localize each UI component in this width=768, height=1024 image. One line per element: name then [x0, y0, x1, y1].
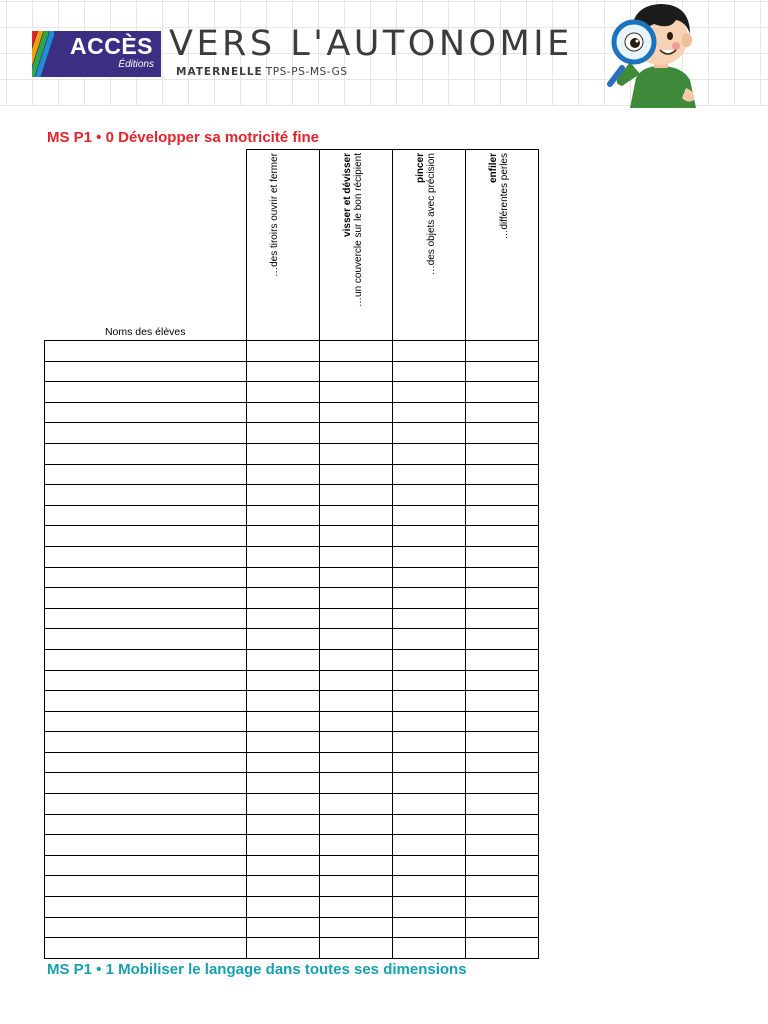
competency-1-detail: …des tiroirs ouvrir et fermer	[269, 153, 280, 277]
collection-title: VERS L'AUTONOMIE	[169, 24, 573, 64]
competency-check-cell[interactable]	[247, 505, 320, 526]
competency-check-cell[interactable]	[247, 855, 320, 876]
competency-check-cell[interactable]	[320, 546, 393, 567]
student-row	[45, 443, 539, 464]
competency-check-cell[interactable]	[320, 711, 393, 732]
competency-header-2	[320, 150, 393, 341]
student-name-cell[interactable]	[45, 794, 247, 815]
competency-check-cell[interactable]	[320, 938, 393, 959]
competency-3-label: pincer	[415, 153, 426, 184]
competency-check-cell[interactable]	[393, 608, 466, 629]
competency-check-cell[interactable]	[466, 402, 539, 423]
competency-check-cell[interactable]	[393, 814, 466, 835]
competency-check-cell[interactable]	[320, 670, 393, 691]
competency-check-cell[interactable]	[466, 588, 539, 609]
student-name-cell[interactable]	[45, 608, 247, 629]
student-row	[45, 505, 539, 526]
competency-check-cell[interactable]	[466, 361, 539, 382]
competency-check-cell[interactable]	[466, 773, 539, 794]
competency-check-cell[interactable]	[247, 629, 320, 650]
student-row	[45, 876, 539, 897]
competency-check-cell[interactable]	[247, 443, 320, 464]
student-name-cell[interactable]	[45, 814, 247, 835]
competency-check-cell[interactable]	[466, 835, 539, 856]
competency-check-cell[interactable]	[247, 361, 320, 382]
competency-check-cell[interactable]	[466, 443, 539, 464]
competency-check-cell[interactable]	[466, 341, 539, 362]
student-row	[45, 361, 539, 382]
competency-check-cell[interactable]	[320, 402, 393, 423]
competency-check-cell[interactable]	[393, 897, 466, 918]
competency-check-cell[interactable]	[393, 588, 466, 609]
competency-header-3	[393, 150, 466, 341]
competency-check-cell[interactable]	[393, 917, 466, 938]
competency-check-cell[interactable]	[320, 917, 393, 938]
student-name-cell[interactable]	[45, 752, 247, 773]
publisher-logo	[32, 31, 161, 77]
student-name-cell[interactable]	[45, 773, 247, 794]
section-title-langage: MS P1 • 1 Mobiliser le langage dans toutes ses dimensions	[47, 961, 467, 978]
competency-check-cell[interactable]	[247, 608, 320, 629]
competency-check-cell[interactable]	[320, 835, 393, 856]
competency-check-cell[interactable]	[466, 608, 539, 629]
competency-check-cell[interactable]	[393, 691, 466, 712]
competency-check-cell[interactable]	[393, 835, 466, 856]
student-row	[45, 423, 539, 444]
competency-check-cell[interactable]	[466, 382, 539, 403]
logo-stripes	[32, 31, 54, 77]
competency-check-cell[interactable]	[247, 588, 320, 609]
competency-check-cell[interactable]	[320, 567, 393, 588]
competency-check-cell[interactable]	[466, 794, 539, 815]
competency-check-cell[interactable]	[393, 485, 466, 506]
competency-check-cell[interactable]	[247, 382, 320, 403]
student-name-cell[interactable]	[45, 855, 247, 876]
competency-4-detail: …différentes perles	[499, 153, 510, 240]
subtitle-levels: TPS-PS-MS-GS	[265, 66, 348, 78]
student-row	[45, 814, 539, 835]
competency-check-cell[interactable]	[393, 773, 466, 794]
student-name-cell[interactable]	[45, 588, 247, 609]
student-row	[45, 341, 539, 362]
competency-check-cell[interactable]	[393, 876, 466, 897]
competency-check-cell[interactable]	[320, 732, 393, 753]
competency-check-cell[interactable]	[247, 752, 320, 773]
competency-check-cell[interactable]	[320, 423, 393, 444]
competency-check-cell[interactable]	[247, 649, 320, 670]
competency-check-cell[interactable]	[320, 608, 393, 629]
student-row	[45, 897, 539, 918]
competency-check-cell[interactable]	[466, 752, 539, 773]
competency-check-cell[interactable]	[393, 361, 466, 382]
competency-check-cell[interactable]	[247, 464, 320, 485]
competency-check-cell[interactable]	[320, 691, 393, 712]
competency-check-cell[interactable]	[320, 464, 393, 485]
competency-check-cell[interactable]	[320, 485, 393, 506]
competency-check-cell[interactable]	[320, 505, 393, 526]
student-name-cell[interactable]	[45, 835, 247, 856]
student-row	[45, 608, 539, 629]
competency-check-cell[interactable]	[320, 752, 393, 773]
grid-header-row	[45, 150, 539, 341]
student-name-cell[interactable]	[45, 361, 247, 382]
logo-sub-text: Éditions	[118, 59, 154, 70]
competency-check-cell[interactable]	[247, 567, 320, 588]
student-row	[45, 835, 539, 856]
student-row	[45, 855, 539, 876]
competency-2-detail: …un couvercle sur le bon récipient	[353, 153, 364, 307]
competency-check-cell[interactable]	[247, 546, 320, 567]
student-row	[45, 711, 539, 732]
competency-check-cell[interactable]	[393, 464, 466, 485]
student-name-cell[interactable]	[45, 485, 247, 506]
student-name-cell[interactable]	[45, 649, 247, 670]
student-name-cell[interactable]	[45, 691, 247, 712]
student-name-cell[interactable]	[45, 670, 247, 691]
student-row	[45, 526, 539, 547]
competency-check-cell[interactable]	[466, 649, 539, 670]
competency-check-cell[interactable]	[466, 629, 539, 650]
competency-check-cell[interactable]	[247, 485, 320, 506]
competency-check-cell[interactable]	[466, 711, 539, 732]
competency-check-cell[interactable]	[320, 876, 393, 897]
competency-check-cell[interactable]	[393, 938, 466, 959]
competency-check-cell[interactable]	[247, 897, 320, 918]
student-row	[45, 588, 539, 609]
competency-check-cell[interactable]	[247, 423, 320, 444]
competency-check-cell[interactable]	[393, 402, 466, 423]
student-name-cell[interactable]	[45, 897, 247, 918]
student-row	[45, 649, 539, 670]
student-row	[45, 794, 539, 815]
competency-check-cell[interactable]	[393, 567, 466, 588]
competency-check-cell[interactable]	[247, 814, 320, 835]
competency-check-cell[interactable]	[247, 732, 320, 753]
student-name-cell[interactable]	[45, 505, 247, 526]
competency-check-cell[interactable]	[320, 814, 393, 835]
competency-3-detail: …des objets avec précision	[426, 153, 437, 276]
student-name-cell[interactable]	[45, 546, 247, 567]
evaluation-grid	[44, 149, 539, 959]
header-band	[0, 0, 768, 106]
competency-check-cell[interactable]	[320, 855, 393, 876]
competency-check-cell[interactable]	[466, 732, 539, 753]
competency-check-cell[interactable]	[247, 938, 320, 959]
student-row	[45, 567, 539, 588]
competency-check-cell[interactable]	[247, 773, 320, 794]
competency-header-1	[247, 150, 320, 341]
competency-check-cell[interactable]	[393, 629, 466, 650]
student-row	[45, 485, 539, 506]
competency-check-cell[interactable]	[466, 814, 539, 835]
competency-check-cell[interactable]	[466, 423, 539, 444]
competency-check-cell[interactable]	[466, 876, 539, 897]
competency-check-cell[interactable]	[320, 588, 393, 609]
logo-brand-text: ACCÈS	[70, 33, 154, 59]
names-column-header: Noms des élèves	[45, 150, 247, 341]
competency-check-cell[interactable]	[393, 423, 466, 444]
competency-check-cell[interactable]	[393, 546, 466, 567]
competency-check-cell[interactable]	[393, 341, 466, 362]
competency-check-cell[interactable]	[466, 917, 539, 938]
student-row	[45, 402, 539, 423]
competency-check-cell[interactable]	[320, 443, 393, 464]
competency-4-label: enfiler	[488, 153, 499, 184]
student-name-cell[interactable]	[45, 382, 247, 403]
child-magnifier-mascot	[600, 0, 710, 108]
student-row	[45, 752, 539, 773]
competency-check-cell[interactable]	[247, 670, 320, 691]
student-name-cell[interactable]	[45, 567, 247, 588]
competency-check-cell[interactable]	[466, 485, 539, 506]
student-name-cell[interactable]	[45, 402, 247, 423]
competency-check-cell[interactable]	[247, 341, 320, 362]
student-name-cell[interactable]	[45, 629, 247, 650]
student-row	[45, 691, 539, 712]
competency-check-cell[interactable]	[393, 505, 466, 526]
competency-check-cell[interactable]	[393, 752, 466, 773]
competency-check-cell[interactable]	[393, 526, 466, 547]
competency-check-cell[interactable]	[247, 402, 320, 423]
competency-check-cell[interactable]	[393, 649, 466, 670]
competency-check-cell[interactable]	[320, 526, 393, 547]
student-row	[45, 732, 539, 753]
student-name-cell[interactable]	[45, 443, 247, 464]
student-row	[45, 546, 539, 567]
competency-check-cell[interactable]	[393, 794, 466, 815]
student-row	[45, 629, 539, 650]
student-row	[45, 917, 539, 938]
competency-2-label: visser et dévisser	[342, 153, 353, 237]
competency-check-cell[interactable]	[466, 526, 539, 547]
competency-check-cell[interactable]	[393, 711, 466, 732]
grid-body	[45, 341, 539, 959]
competency-check-cell[interactable]	[393, 382, 466, 403]
competency-check-cell[interactable]	[247, 711, 320, 732]
student-name-cell[interactable]	[45, 876, 247, 897]
competency-check-cell[interactable]	[320, 341, 393, 362]
competency-check-cell[interactable]	[247, 794, 320, 815]
student-row	[45, 464, 539, 485]
competency-check-cell[interactable]	[320, 897, 393, 918]
section-title-motricite: MS P1 • 0 Développer sa motricité fine	[47, 129, 320, 146]
collection-subtitle	[176, 66, 348, 78]
competency-check-cell[interactable]	[393, 732, 466, 753]
student-row	[45, 670, 539, 691]
student-name-cell[interactable]	[45, 423, 247, 444]
competency-header-4	[466, 150, 539, 341]
competency-check-cell[interactable]	[247, 917, 320, 938]
subtitle-level-name: MATERNELLE	[176, 66, 263, 78]
competency-check-cell[interactable]	[247, 835, 320, 856]
competency-check-cell[interactable]	[466, 505, 539, 526]
competency-check-cell[interactable]	[247, 691, 320, 712]
student-name-cell[interactable]	[45, 917, 247, 938]
competency-check-cell[interactable]	[393, 855, 466, 876]
competency-check-cell[interactable]	[320, 794, 393, 815]
student-name-cell[interactable]	[45, 938, 247, 959]
competency-check-cell[interactable]	[466, 897, 539, 918]
competency-check-cell[interactable]	[393, 443, 466, 464]
competency-check-cell[interactable]	[320, 361, 393, 382]
competency-check-cell[interactable]	[320, 773, 393, 794]
student-name-cell[interactable]	[45, 526, 247, 547]
student-row	[45, 773, 539, 794]
competency-check-cell[interactable]	[466, 938, 539, 959]
competency-check-cell[interactable]	[466, 567, 539, 588]
competency-check-cell[interactable]	[466, 464, 539, 485]
competency-check-cell[interactable]	[320, 629, 393, 650]
student-name-cell[interactable]	[45, 732, 247, 753]
student-row	[45, 938, 539, 959]
competency-check-cell[interactable]	[466, 691, 539, 712]
competency-check-cell[interactable]	[247, 876, 320, 897]
competency-check-cell[interactable]	[466, 670, 539, 691]
competency-check-cell[interactable]	[247, 526, 320, 547]
competency-check-cell[interactable]	[466, 855, 539, 876]
competency-check-cell[interactable]	[393, 670, 466, 691]
student-name-cell[interactable]	[45, 711, 247, 732]
student-name-cell[interactable]	[45, 464, 247, 485]
student-name-cell[interactable]	[45, 341, 247, 362]
student-row	[45, 382, 539, 403]
competency-check-cell[interactable]	[320, 382, 393, 403]
competency-check-cell[interactable]	[320, 649, 393, 670]
competency-check-cell[interactable]	[466, 546, 539, 567]
